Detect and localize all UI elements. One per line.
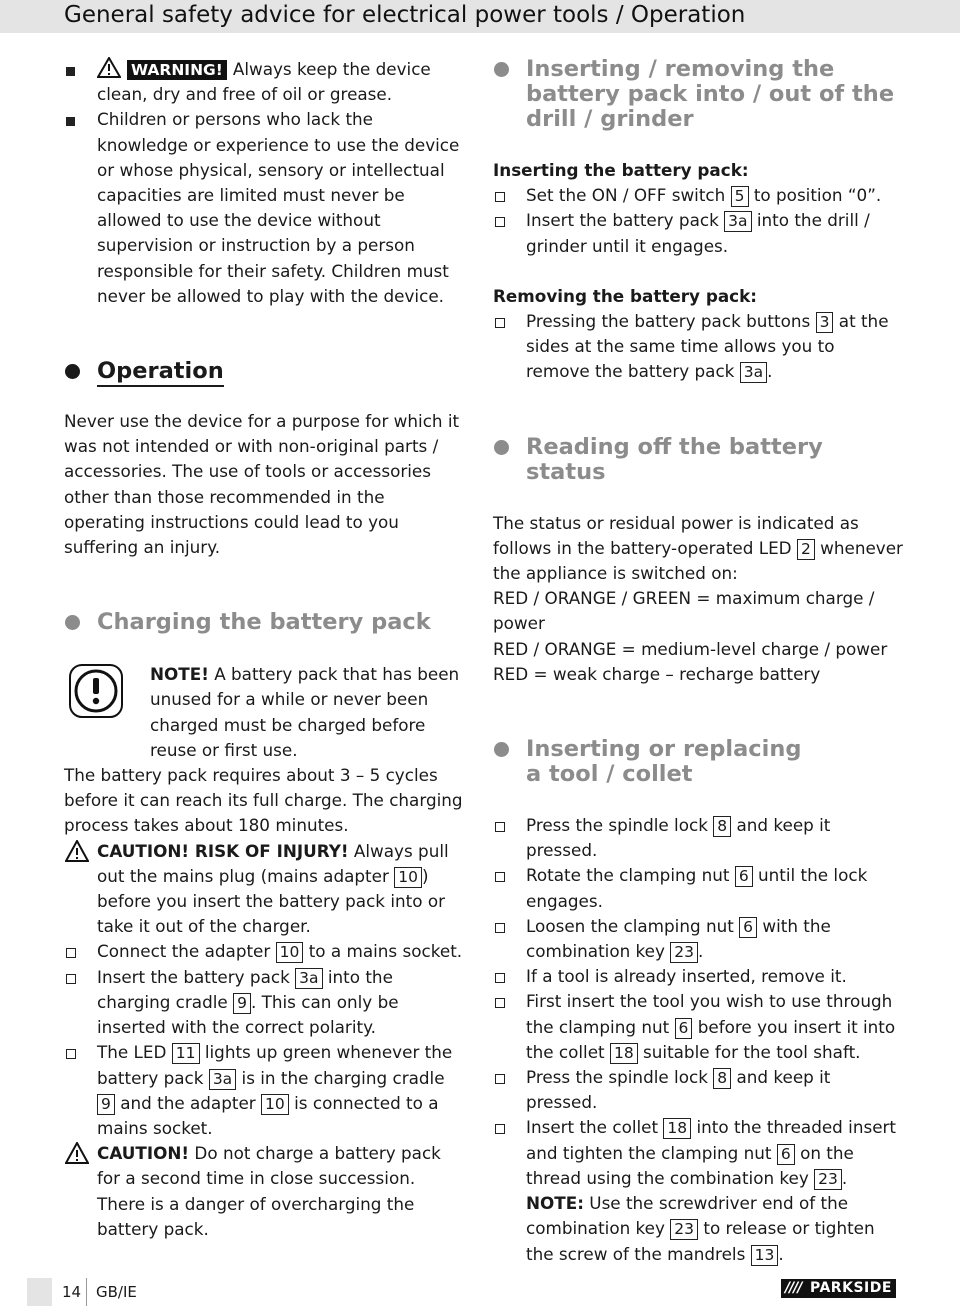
status-line-medium: RED / ORANGE = medium-level charge / power	[493, 638, 888, 659]
warning-item	[64, 57, 464, 107]
ref-6: 6	[735, 866, 753, 887]
locale-label: GB/IE	[96, 1283, 137, 1301]
ref-9: 9	[97, 1094, 115, 1115]
status-text: The status or residual power is indicated as follows in the battery-operated LED 2 whenever the appliance is switched on:	[493, 512, 903, 584]
ref-3a: 3a	[724, 211, 751, 232]
bullet-dot-icon	[494, 440, 509, 455]
caution-label: CAUTION!	[97, 1143, 190, 1164]
children-item	[64, 107, 464, 309]
removing-subheading: Removing the battery pack:	[493, 285, 757, 306]
checkbox-bullet-icon	[495, 872, 505, 882]
checkbox-bullet-icon	[495, 923, 505, 933]
ref-10: 10	[261, 1094, 289, 1115]
ref-13: 13	[751, 1245, 779, 1266]
children-text: Children or persons who lack the knowledge or experience to use the device or whose physical, sensory or intellectual capacities are limited must never be allowed to use the device without supervision or instruction by a person responsible for their safety. Children must never be allowed to play with the device.	[97, 109, 460, 306]
insert-step-2: Insert the battery pack 3a into the drill / grinder until it engages.	[493, 208, 903, 258]
footer-marker	[27, 1278, 52, 1306]
page-number: 14	[62, 1283, 82, 1301]
caution-overcharge-item: CAUTION! Do not charge a battery pack for a second time in close succession. There is a danger of overcharging the battery pack.	[64, 1141, 464, 1242]
checkbox-bullet-icon	[66, 1049, 76, 1059]
right-column	[493, 57, 903, 1267]
footer-divider	[86, 1278, 87, 1306]
bullet-dot-icon	[65, 364, 80, 379]
brand-name: PARKSIDE	[810, 1280, 892, 1296]
insert-remove-heading: Inserting / removing the battery pack into / out of the drill / grinder	[493, 57, 903, 132]
ref-2: 2	[797, 539, 815, 560]
tool-note-label: NOTE:	[526, 1193, 584, 1214]
tool-step-2: Rotate the clamping nut 6 until the lock engages.	[493, 863, 903, 913]
checkbox-bullet-icon	[495, 1124, 505, 1134]
caution-injury-label: CAUTION! RISK OF INJURY!	[97, 840, 349, 861]
tool-step-1: Press the spindle lock 8 and keep it pressed.	[493, 813, 903, 863]
charging-step-3: The LED 11 lights up green whenever the battery pack 3a is in the charging cradle 9 and the adapter 10 is connected to a mains socket.	[64, 1040, 464, 1141]
ref-23: 23	[670, 1219, 698, 1240]
operation-heading: Operation	[64, 359, 464, 384]
ref-9: 9	[233, 993, 251, 1014]
checkbox-bullet-icon	[495, 973, 505, 983]
note-text: A battery pack that has been unused for a while or never been charged must be charged before reuse or first use.	[150, 664, 460, 760]
ref-3a: 3a	[740, 362, 767, 383]
logo-stripes-icon: ////	[785, 1280, 802, 1296]
checkbox-bullet-icon	[495, 192, 505, 202]
ref-18: 18	[663, 1118, 691, 1139]
charging-heading: Charging the battery pack	[64, 610, 464, 635]
checkbox-bullet-icon	[495, 318, 505, 328]
bullet-dot-icon	[494, 742, 509, 757]
charging-step-1: Connect the adapter 10 to a mains socket.	[64, 939, 464, 964]
ref-8: 8	[713, 1068, 731, 1089]
note-block	[64, 662, 464, 763]
status-line-weak: RED = weak charge – recharge battery	[493, 663, 821, 684]
inserting-subheading: Inserting the battery pack:	[493, 160, 749, 180]
warning-text: Always keep the device clean, dry and free of oil or grease.	[97, 59, 431, 105]
caution-injury-item: CAUTION! RISK OF INJURY! Always pull out the mains plug (mains adapter 10 ) before you insert the battery pack into or take it out of the charger.	[64, 839, 464, 940]
tool-collet-heading: Inserting or replacing a tool / collet	[493, 737, 903, 787]
checkbox-bullet-icon	[66, 974, 76, 984]
cycles-text: The battery pack requires about 3 – 5 cycles before it can reach its full charge. The charging process takes about 180 minutes.	[64, 765, 463, 836]
insert-step-1: Set the ON / OFF switch 5 to position “0”.	[493, 183, 903, 208]
page-header	[0, 0, 960, 33]
square-bullet-icon	[66, 67, 75, 76]
checkbox-bullet-icon	[495, 998, 505, 1008]
tool-step-3: Loosen the clamping nut 6 with the combination key 23 .	[493, 914, 903, 964]
warning-triangle-icon	[65, 840, 89, 862]
left-column	[64, 57, 464, 1242]
ref-6: 6	[739, 917, 757, 938]
ref-3a: 3a	[295, 968, 322, 989]
ref-11: 11	[172, 1043, 200, 1064]
ref-23: 23	[814, 1169, 842, 1190]
ref-10: 10	[394, 867, 422, 888]
status-line-max: RED / ORANGE / GREEN = maximum charge / power	[493, 588, 875, 634]
exclamation-icon	[64, 663, 128, 721]
checkbox-bullet-icon	[495, 1074, 505, 1084]
ref-10: 10	[276, 942, 304, 963]
warning-triangle-icon	[97, 57, 121, 78]
ref-6: 6	[675, 1018, 693, 1039]
warning-triangle-icon	[65, 1142, 89, 1164]
operation-text: Never use the device for a purpose for which it was not intended or with non-original parts / accessories. The use of tools or accessories other than those recommended in the operating instructions could lead to you suffering an injury.	[64, 411, 460, 558]
battery-status-heading: Reading off the battery status	[493, 435, 903, 485]
ref-3a: 3a	[209, 1069, 236, 1090]
ref-8: 8	[713, 816, 731, 837]
ref-23: 23	[670, 942, 698, 963]
ref-5: 5	[731, 186, 749, 207]
tool-step-6: Press the spindle lock 8 and keep it pressed.	[493, 1065, 903, 1115]
tool-step-5: First insert the tool you wish to use through the clamping nut 6 before you insert it into the collet 18 suitable for the tool shaft.	[493, 989, 903, 1065]
remove-step-1: Pressing the battery pack buttons 3 at the sides at the same time allows you to remove the battery pack 3a .	[493, 309, 903, 385]
square-bullet-icon	[66, 117, 75, 126]
page-title: General safety advice for electrical power tools / Operation	[64, 2, 746, 28]
checkbox-bullet-icon	[66, 948, 76, 958]
checkbox-bullet-icon	[495, 217, 505, 227]
tool-step-4: If a tool is already inserted, remove it.	[493, 964, 903, 989]
note-label: NOTE!	[150, 664, 209, 685]
ref-3: 3	[816, 312, 834, 333]
ref-18: 18	[610, 1043, 638, 1064]
tool-step-7: Insert the collet 18 into the threaded insert and tighten the clamping nut 6 on the thread using the combination key 23 . NOTE: Use the screwdriver end of the combination key 23 to release or tighten the screw of the mandrels 13 .	[493, 1115, 903, 1266]
ref-6: 6	[777, 1144, 795, 1165]
charging-step-2: Insert the battery pack 3a into the charging cradle 9 . This can only be inserted with the correct polarity.	[64, 965, 464, 1041]
bullet-dot-icon	[65, 615, 80, 630]
checkbox-bullet-icon	[495, 822, 505, 832]
bullet-dot-icon	[494, 62, 509, 77]
parkside-logo	[781, 1279, 896, 1298]
warning-badge: WARNING!	[127, 60, 227, 80]
